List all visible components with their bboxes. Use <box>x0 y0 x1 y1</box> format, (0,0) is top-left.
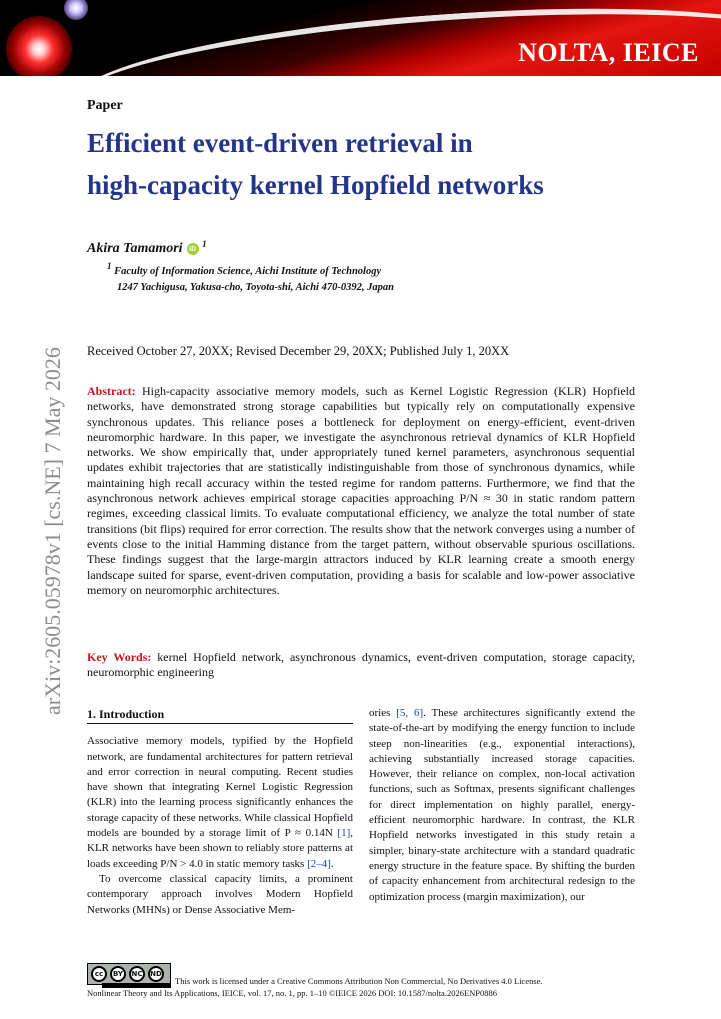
right-column <box>369 706 635 905</box>
section-heading-introduction: 1. Introduction <box>87 707 353 724</box>
intro-p1-text-b: , KLR networks have been shown to reliably store patterns at loads exceeding P/N > 4.0 in static memory tasks <box>87 827 353 870</box>
keywords <box>87 650 635 681</box>
arxiv-identifier: arXiv:2605.05978v1 [cs.NE] 7 May 2026 <box>40 347 65 715</box>
intro-p2-text-b: . These architectures significantly extend the state-of-the-art by modifying the energy function to include steep non-linearities (e.g., exponential interactions), achieving substantially increased storage capacities. However, their reliance on complex, non-local activation functions, such as Softmax, presents significant challenges for direct implementation on highly parallel, energy-efficient neuromorphic hardware. In contrast, the KLR Hopfield networks investigated in this study retain a simpler, binary-state architecture with a standard quadratic energy structure in the feature space. By shifting the burden of capacity enhancement from architectural redesign to the optimization process (margin maximization), our <box>369 707 635 903</box>
intro-p1-text-c: . <box>330 857 334 870</box>
author-line <box>87 239 207 257</box>
paper-title <box>87 122 647 206</box>
journal-banner <box>0 0 721 76</box>
nd-icon: ND <box>148 966 164 982</box>
intro-p1-text-a: Associative memory models, typified by the Hopfield network, are fundamental architectures for pattern retrieval and error correction in neural computing. Recent studies have shown that integrating Kernel Logistic Regression (KLR) into the learning process significantly enhances the storage capacity of these networks. While classical Hopfield models are bounded by a storage limit of P ≈ 0.14N <box>87 735 353 840</box>
license-text: This work is licensed under a Creative Commons Attribution Non Commercial, No Derivatives 4.0 License. <box>175 976 543 986</box>
intro-p2-text-a: ories <box>369 707 397 719</box>
author-affiliation-mark: 1 <box>202 239 207 249</box>
creative-commons-license-badge[interactable] <box>87 963 171 985</box>
by-icon: BY <box>110 966 126 982</box>
intro-paragraph-1 <box>87 734 353 872</box>
abstract-text: High-capacity associative memory models, such as Kernel Logistic Regression (KLR) Hopfield networks, have demonstrated strong storage capabilities but typically rely on computationally expensive synchronous updates. This reliance poses a bottleneck for deployment on energy-efficient, event-driven neuromorphic hardware. In this paper, we investigate the asynchronous retrieval dynamics of KLR Hopfield networks. We show empirically that, under appropriately tuned kernel parameters, asynchronous sequential updates exhibit trajectories that are statistically indistinguishable from those of synchronous dynamics, while maintaining high recall accuracy within the tested regime for random patterns. Furthermore, we find that the asynchronous network achieves empirical storage capacities approaching P/N ≈ 30 in static random pattern regimes, exceeding classical limits. To evaluate computational efficiency, we analyze the total number of state transitions (bit flips) required for error correction. The results show that the network converges using a number of events close to the initial Hamming distance from the target pattern, without observable spurious oscillations. These findings suggest that the large-margin attractors induced by KLR learning create a smooth energy landscape suited for sparse, event-driven computation, providing a basis for scalable and low-power associative memory on neuromorphic architectures. <box>87 384 635 597</box>
intro-paragraph-2-continued <box>369 706 635 905</box>
title-line-1: Efficient event-driven retrieval in <box>87 128 473 158</box>
abstract <box>87 384 635 598</box>
title-line-2: high-capacity kernel Hopfield networks <box>87 170 544 200</box>
author-name: Akira Tamamori <box>87 241 183 256</box>
paper-type-label: Paper <box>87 98 123 113</box>
publication-dates: Received October 27, 20XX; Revised December 29, 20XX; Published July 1, 20XX <box>87 344 510 358</box>
journal-name: NOLTA, IEICE <box>518 38 699 67</box>
left-column <box>87 707 353 918</box>
keywords-text: kernel Hopfield network, asynchronous dynamics, event-driven computation, storage capacity, neuromorphic engineering <box>87 650 635 680</box>
banner-small-orb-graphic <box>64 0 88 20</box>
affiliation-line-2: 1247 Yachigusa, Yakusa-cho, Toyota-shi, Aichi 470-0392, Japan <box>117 282 394 293</box>
citation-link[interactable]: [2–4] <box>307 857 331 870</box>
abstract-label: Abstract: <box>87 384 136 398</box>
banner-orb-graphic <box>6 16 72 76</box>
keywords-label: Key Words: <box>87 650 152 664</box>
orcid-icon[interactable]: iD <box>187 243 199 255</box>
nc-icon: NC <box>129 966 145 982</box>
journal-footer: Nonlinear Theory and Its Applications, IEICE, vol. 17, no. 1, pp. 1–10 ©IEICE 2026 DOI: 10.1587/nolta.2026ENP0886 <box>87 988 498 998</box>
citation-link[interactable]: [5, 6] <box>396 707 424 719</box>
affiliation <box>107 258 394 296</box>
cc-icon: cc <box>91 966 107 982</box>
citation-link[interactable]: [1] <box>337 827 351 840</box>
affiliation-mark: 1 <box>107 261 112 271</box>
affiliation-line-1: Faculty of Information Science, Aichi Institute of Technology <box>114 266 382 277</box>
intro-paragraph-2: To overcome classical capacity limits, a prominent contemporary approach involves Modern Hopfield Networks (MHNs) or Dense Associative Mem- <box>87 872 353 916</box>
